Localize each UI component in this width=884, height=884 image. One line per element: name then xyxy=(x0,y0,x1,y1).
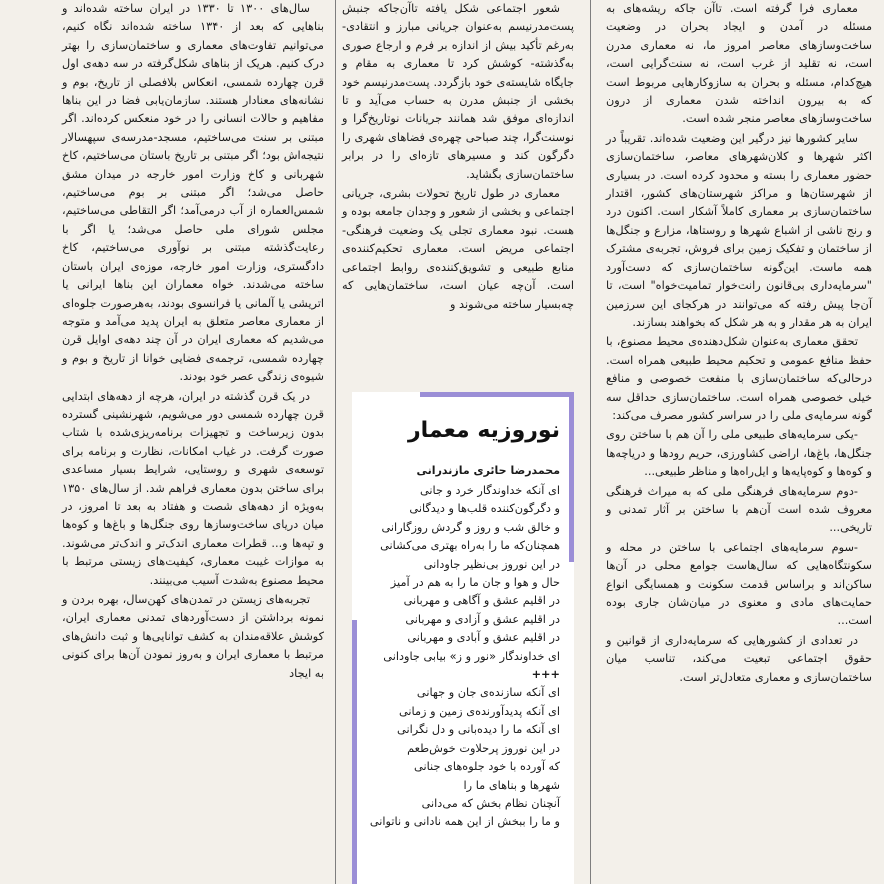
poem-line: ای آنکه ما را دیده‌بانی و دل نگرانی xyxy=(397,723,560,737)
poem-line: و دگرگون‌کننده قلب‌ها و دیدگانی xyxy=(409,502,560,516)
paragraph: -سوم سرمایه‌های اجتماعی با ساختن در محله و سکونتگاه‌هایی که سال‌هاست جوامع محلی در آن‌ها ساکن‌اند و براساس قدمت سکونت و همسایگی انواع حمایت‌های مادی و معنوی در میان‌شان جاری بوده است... xyxy=(606,540,872,628)
poem-line: در این نوروز بی‌نظیر جاودانی xyxy=(423,557,560,571)
poem-line: شهرها و بناهای ما را xyxy=(463,778,560,792)
paragraph: معماری فرا گرفته است. تاآن جاکه ریشه‌های به مسئله در آمدن و ایجاد بحران در وضعیت ساخت‌وسازهای معاصر امروز ما، نه معماری مدرن است، نه تقلید از غرب است، نه سنت‌گرایی است، هیچ‌کدام، مسئله و بحران به سازوکارهایی مربوط است که به بیرون انداخته شدن معماری از درون ساخت‌وسازهای معاصر منجر شده است. xyxy=(606,2,872,126)
poem-line: همچنان‌که ما را به‌راه بهتری می‌کشانی xyxy=(380,539,560,553)
paragraph: -دوم سرمایه‌های فرهنگی ملی که به میراث فرهنگی معروف شده است آن‌هم با ساختن بر آثار تمدنی و تاریخی... xyxy=(606,484,872,535)
paragraph: سال‌های ۱۳۰۰ تا ۱۳۳۰ در ایران ساخته شده‌اند و بناهایی که بعد از ۱۳۴۰ ساخته شده‌اند نگاه کنیم، می‌توانیم تفاوت‌های معماری و ساختمان‌سازی را بهتر درک کنیم. هریک از بناهای شکل‌گرفته در سه دهه‌ی اول قرن چهارده شمسی، انعکاس بلافصلی از تاریخ، بوم و نشانه‌های معنادار هستند. سازمان‌یابی فضا در این بناها مفاهیم و حالات انسانی را در خود منعکس کرده‌اند. اگر مبتنی بر سنت می‌ساختیم، مسجد-مدرسه‌ی سپهسالار نتیجه‌اش بود؛ اگر مبتنی بر تاریخ باستان می‌ساختیم، کاخ شهربانی و کاخ وزارت امور خارجه در میدان مشق حاصل می‌شد؛ اگر مبتنی بر بوم می‌ساختیم، شمس‌العماره از آب درمی‌آمد؛ اگر التقاطی می‌ساختیم، مجلس شورای ملی حاصل می‌شد؛ یا اگر با رعایت‌گذشته مبتنی بر نوآوری می‌ساختیم، کاخ دادگستری، وزارت امور خارجه، موزه‌ی ایران باستان ساخته می‌شدند. خواه معماران این بناها ایرانی یا اتریشی یا آلمانی یا فرانسوی بودند، به‌هرصورت جلوه‌ای از معماری معاصر متعلق به ایران پدید می‌آمد و متوجه می‌شدیم که معماری ایران در آن چند دهه‌ی اوایل قرن چهارده شمسی، ترجمه‌ی فضایی خوانا از تاریخ و بوم و شیوه‌ی زندگی عصر خود بودند. xyxy=(62,2,324,384)
paragraph: شعور اجتماعی شکل یافته تاآن‌جاکه جنبش پست‌مدرنیسم به‌عنوان جریانی مبارز و انتقادی- به‌رغم تأکید بیش از اندازه بر فرم و ارجاع صوری به‌گذشته- کوشش کرد تا معماری به مقام و جایگاه شایسته‌ی خود بازگردد. پست‌مدرنیسم خود بخشی از جنبش مدرن به حساب می‌آید و تا اندازه‌ای موفق شد همانند جریانات نوتاریخ‌گرا و نوسنت‌گرا، چند صباحی چهره‌ی فضاهای شهری را دگرگون کند و مسیرهای تازه‌ای را در برابر ساختمان‌سازی بگشاید. xyxy=(342,2,574,181)
poem-line: در اقلیم عشق و آگاهی و مهربانی xyxy=(403,594,560,608)
article-column-right xyxy=(606,0,872,687)
paragraph: -یکی سرمایه‌های طبیعی ملی را آن هم با ساختن روی جنگل‌ها، باغ‌ها، اراضی کشاورزی، حریم رودها و دریاچه‌ها و کوه‌ها و کوه‌پایه‌ها و ایل‌راه‌ها و مناظر طبیعی... xyxy=(606,428,872,479)
paragraph: تحقق معماری به‌عنوان شکل‌دهنده‌ی محیط مصنوع، با حفظ منافع عمومی و تحکیم محیط طبیعی همراه است. درحالی‌که ساختمان‌سازی با منفعت خصوصی و منافع خیلی خصوصی همراه است. ساختمان‌سازی حداقل سه گونه سرمایه‌ی ملی را در سراسر کشور مصرف می‌کند: xyxy=(606,335,872,422)
poem-line: در اقلیم عشق و آبادی و مهربانی xyxy=(407,631,560,645)
paragraph: در یک قرن گذشته در ایران، هرچه از دهه‌های ابتدایی قرن چهارده شمسی دور می‌شویم، شهرنشینی گسترده بدون زیرساخت و تجهیزات برنامه‌ریزی‌شده با شتاب صورت گرفت. در غیاب امکانات، نظارت و برنامه برای توسعه‌ی شهری و روستایی، شرایط بسیار مساعدی برای ساختن بدون معماری فراهم شد. از سال‌های ۱۳۵۰ به‌ویژه از دهه‌های شصت و هفتاد به بعد تا امروز، در میان دریای ساخت‌وسازها روی جنگل‌ها و باغ‌ها و کوه‌ها و تپه‌ها و... قطرات معماری اندک‌تر و اندک‌تر می‌شوند. به موازات غیبت معماری، کیفیت‌های زیستی مرتبط با محیط مصنوع به‌شدت آسیب می‌بینند. xyxy=(62,389,324,587)
poem-line: ای آنکه پدیدآورنده‌ی زمین و زمانی xyxy=(398,704,560,718)
poem-separator: +++ xyxy=(531,668,560,682)
poem-line: حال و هوا و جان ما را به هم در آمیز xyxy=(390,576,560,590)
paragraph: تجربه‌های زیستن در تمدن‌های کهن‌سال، بهره بردن و نمونه برداشتن از دست‌آوردهای تمدنی معماری ایران، کوشش علاقه‌مندان به کشف توانایی‌ها و ثبت دانش‌های مرتبط با معماری ایران و به‌روز نمودن آن‌ها برای کنونی به ایجاد xyxy=(62,593,324,680)
poem-line: و خالق شب و روز و گردش روزگارانی xyxy=(381,520,560,534)
accent-bar xyxy=(420,392,574,397)
poem-box xyxy=(352,392,574,884)
poem-line: در این نوروز پرحلاوت خوش‌طعم xyxy=(407,741,560,755)
poem-line: ای آنکه سازنده‌ی جان و جهانی xyxy=(416,686,560,700)
paragraph: معماری در طول تاریخ تحولات بشری، جریانی اجتماعی و بخشی از شعور و وجدان جامعه بوده و هست. نبود معماری تجلی یک وضعیت فرهنگی-اجتماعی مریض است. معماری تحکیم‌کننده‌ی منابع طبیعی و تشویق‌کننده‌ی روابط اجتماعی است. آن‌چه عیان است، ساختمان‌هایی که چه‌بسیار ساخته می‌شوند و xyxy=(342,187,574,311)
accent-bar xyxy=(569,392,574,562)
poem-title: نوروزیه معمار xyxy=(407,418,560,443)
paragraph: سایر کشورها نیز درگیر این وضعیت شده‌اند. تقریباً در اکثر شهرها و کلان‌شهرهای معاصر، ساختمان‌سازی حضور معماری را بسته و محدود کرده است. در بسیاری از شهرستان‌ها و مراکز شهرستان‌های کشور، اقتدار ساختمان‌سازی بر معماری کاملاً آشکار است. اکنون درد و رنج ناشی از اشباع شهرها و روستاها، مزارع و جنگل‌ها از ساختمان و تفکیک زمین برای فروش، تجربه‌ی مشترک همه ماست. این‌گونه ساختمان‌سازی که دست‌آورد "سرمایه‌داری بی‌قانون رانت‌خوار تمامیت‌خواه" است، تا آن‌جا پیش رفته که می‌توانند در هرکجای این سرزمین ایران به هر مقدار و به هر شکل که بخواهند بسازند. xyxy=(606,131,872,329)
poem-line: آنچنان نظام‌ بخش که می‌دانی xyxy=(421,796,560,810)
poem-line: ای خداوندگار «نور و ز» بیابی جاودانی xyxy=(383,649,560,663)
poem-lines xyxy=(364,482,560,832)
column-divider xyxy=(335,0,336,884)
accent-bar xyxy=(352,620,357,884)
article-column-middle xyxy=(342,0,574,314)
poem-line: ای آنکه خداوندگار خرد و جانی xyxy=(419,484,560,497)
paragraph: در تعدادی از کشورهایی که سرمایه‌داری از قوانین و حقوق اجتماعی تبعیت می‌کند، تناسب میان ساختمان‌سازی و معماری متعادل‌تر است. xyxy=(606,633,872,684)
poem-line: در اقلیم عشق و آزادی و مهربانی xyxy=(405,612,560,626)
column-divider xyxy=(590,0,591,884)
poem-line: که آورده‌ با خود جلوه‌های جنانی xyxy=(414,760,560,774)
poem-author: محمدرضا حائری مازندرانی xyxy=(416,464,560,477)
article-column-left xyxy=(62,0,324,683)
poem-line: و ما را ببخش از این همه نادانی و ناتوانی xyxy=(369,815,560,829)
